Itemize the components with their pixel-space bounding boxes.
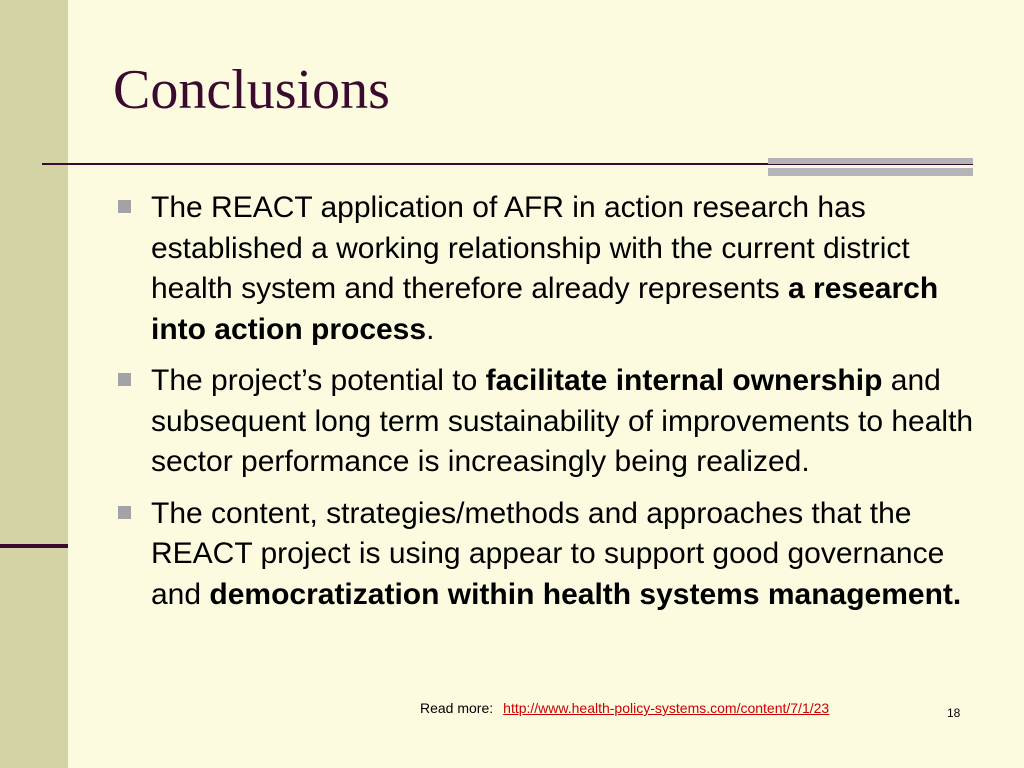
bullet-emphasis: facilitate internal ownership xyxy=(485,364,883,397)
read-more-link[interactable]: http://www.health-policy-systems.com/content/7/1/23 xyxy=(503,700,830,716)
bullet-item xyxy=(118,494,978,616)
bullet-list xyxy=(118,188,978,626)
bullet-item xyxy=(118,361,978,483)
bullet-emphasis: a research into action process xyxy=(151,272,939,346)
bullet-emphasis: democratization within health systems management. xyxy=(209,577,962,611)
bullet-text: The REACT application of AFR in action research has established a working relationship with the current district health system and therefore already represents xyxy=(151,191,910,305)
accent-bar-bottom xyxy=(768,168,973,176)
bullet-text: The content, strategies/methods and approaches that the REACT project is using appear to support good governance and xyxy=(151,496,945,611)
left-side-band xyxy=(0,0,68,768)
slide-title: Conclusions xyxy=(113,59,390,121)
square-bullet-icon xyxy=(118,506,131,519)
left-side-rule xyxy=(0,544,68,548)
square-bullet-icon xyxy=(118,200,131,213)
square-bullet-icon xyxy=(118,373,131,386)
bullet-text: The project’s potential to xyxy=(151,364,486,397)
bullet-item xyxy=(118,188,978,350)
read-more xyxy=(420,700,829,716)
bullet-text: . xyxy=(426,312,435,346)
accent-bar-top xyxy=(768,158,973,164)
bullet-text: and subsequent long term sustainability of improvements to health sector performance is increasingly being realized. xyxy=(151,364,974,478)
read-more-label: Read more: xyxy=(420,700,494,716)
page-number: 18 xyxy=(947,706,961,720)
